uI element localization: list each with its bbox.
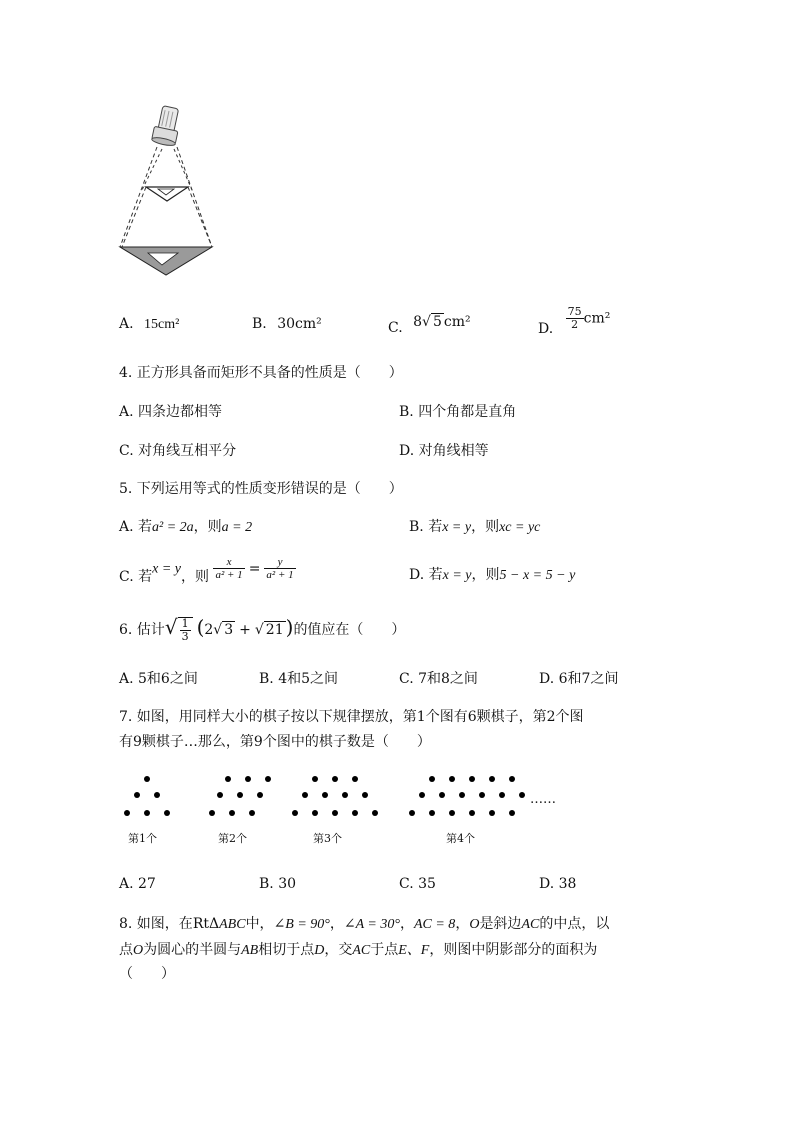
q7-stem-line2: 有9颗棋子…那么，第9个图中的棋子数是（ ）: [119, 734, 431, 750]
q6-option-b: B. 4和5之间: [259, 671, 339, 687]
pattern-4: [409, 776, 525, 816]
q7-option-d: D. 38: [539, 876, 577, 892]
q7-option-b: B. 30: [259, 876, 297, 892]
q3-option-d-fraction: $\frac{75}{2}$: [567, 305, 582, 332]
q6-option-a: A. 5和6之间: [119, 671, 198, 687]
q4-stem: 4. 正方形具备而矩形不具备的性质是（ ）: [119, 365, 403, 381]
q5-c-fraction-left: $\frac{x}{\text{a² + 1}}$: [215, 556, 243, 582]
pattern-2: [209, 776, 271, 816]
q5-stem: 5. 下列运用等式的性质变形错误的是（ ）: [119, 481, 403, 497]
q6-option-d: D. 6和7之间: [539, 671, 619, 687]
shadow-triangle: [120, 247, 212, 275]
q6-sqrt-fraction: $\frac{1}{3}$: [178, 617, 193, 643]
pattern-ellipsis: ……: [530, 792, 556, 807]
chess-pattern-figure: [110, 768, 570, 828]
q3-option-a-value: 15cm²: [144, 317, 180, 332]
q4-option-c: C. 对角线互相平分: [119, 443, 237, 459]
q6-stem: 6. 估计√ $\frac{1}{3}$ (2√ 3 + √ 21 )的值应在（ ）: [119, 615, 406, 643]
pattern-label-2: 第2个: [218, 832, 247, 845]
q7-stem-line1: 7. 如图，用同样大小的棋子按以下规律摆放，第1个图有6颗棋子，第2个图: [119, 709, 584, 725]
q5-option-a: A. 若a² = 2a，则a = 2: [119, 519, 253, 535]
q5-option-b: B. 若x = y，则xc = yc: [409, 519, 541, 535]
q3-option-c: C. 8√ 5 cm²: [388, 314, 471, 336]
q5-c-fraction-right: $\frac{y}{\text{a² + 1}}$: [266, 556, 294, 582]
q6-option-c: C. 7和8之间: [399, 671, 478, 687]
flashlight-icon: [151, 105, 182, 147]
q4-option-a: A. 四条边都相等: [119, 404, 223, 420]
small-triangle-ruler: [146, 187, 188, 201]
q5-option-c: C. 若x = y，则 $\frac{x}{\text{a² + 1}}$ = $\frac{y}{\text{a² + 1}}$: [119, 556, 294, 585]
pattern-label-3: 第3个: [313, 832, 342, 845]
q3-option-a: A. 15cm²: [119, 316, 180, 332]
q3-option-b-value: 30cm²: [277, 316, 322, 332]
pattern-label-1: 第1个: [128, 832, 157, 845]
q8-stem-line1: 8. 如图，在RtΔABC中，∠B = 90°，∠A = 30°，AC = 8，O是斜边AC的中点，以: [119, 916, 610, 932]
q7-option-c: C. 35: [399, 876, 436, 892]
q3-option-b: B. 30cm²: [252, 316, 322, 332]
q8-stem-line3: （ ）: [119, 966, 175, 982]
q5-option-d: D. 若x = y，则5 − x = 5 − y: [409, 567, 576, 583]
pattern-3: [292, 776, 378, 816]
pattern-1: [124, 776, 170, 816]
q8-stem-line2: 点O为圆心的半圆与AB相切于点D，交AC于点E、F，则图中阴影部分的面积为: [119, 942, 598, 958]
q7-option-a: A. 27: [119, 876, 156, 892]
q4-option-b: B. 四个角都是直角: [399, 404, 517, 420]
pattern-label-4: 第4个: [446, 832, 475, 845]
flashlight-projection-figure: [112, 105, 222, 285]
q4-option-d: D. 对角线相等: [399, 443, 489, 459]
q3-option-d: D. $\frac{75}{2}$ cm²: [538, 305, 611, 337]
